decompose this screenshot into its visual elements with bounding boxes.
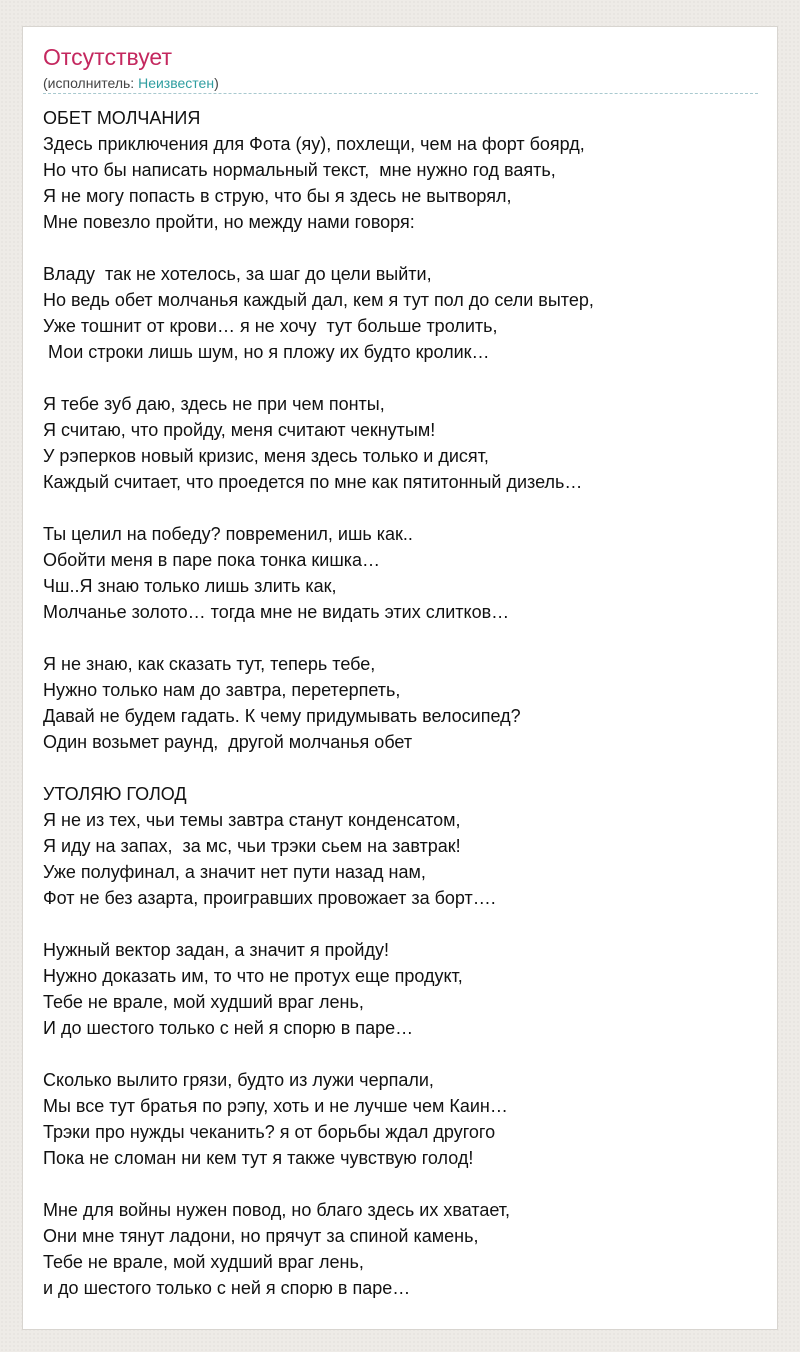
song-title: Отсутствует: [43, 44, 172, 70]
stanza-gap: [43, 911, 763, 937]
lyric-line: и до шестого только с ней я спорю в паре…: [43, 1278, 411, 1298]
artist-line: [43, 74, 219, 92]
lyric-line: Но что бы написать нормальный текст, мне нужно год ваять,: [43, 160, 556, 180]
lyric-line: Здесь приключения для Фота (яу), похлещи, чем на форт боярд,: [43, 134, 585, 154]
lyric-line: Уже полуфинал, а значит нет пути назад нам,: [43, 862, 426, 882]
lyric-line: Я иду на запах, за мс, чьи трэки сьем на завтрак!: [43, 836, 461, 856]
artist-link[interactable]: Неизвестен: [138, 75, 215, 91]
stanza-gap: [43, 235, 763, 261]
lyric-line: Давай не будем гадать. К чему придумывать велосипед?: [43, 706, 521, 726]
lyric-line: Они мне тянут ладони, но прячут за спиной камень,: [43, 1226, 479, 1246]
lyric-line: Уже тошнит от крови… я не хочу тут больше тролить,: [43, 316, 498, 336]
lyric-line: Каждый считает, что проедется по мне как пятитонный дизель…: [43, 472, 583, 492]
header-divider: [43, 93, 758, 94]
lyric-line: Трэки про нужды чеканить? я от борьбы ждал другого: [43, 1122, 496, 1142]
lyric-line: Я не могу попасть в струю, что бы я здесь не вытворял,: [43, 186, 512, 206]
lyric-line: Я не из тех, чьи темы завтра станут конденсатом,: [43, 810, 461, 830]
lyric-line: Сколько вылито грязи, будто из лужи черпали,: [43, 1070, 434, 1090]
lyric-line: Один возьмет раунд, другой молчанья обет: [43, 732, 413, 752]
lyric-line: Я считаю, что пройду, меня считают чекнутым!: [43, 420, 436, 440]
lyric-line: Фот не без азарта, проигравших провожает за борт….: [43, 888, 496, 908]
lyric-line: Нужно доказать им, то что не протух еще продукт,: [43, 966, 463, 986]
stanza-gap: [43, 755, 763, 781]
lyric-line: Мои строки лишь шум, но я пложу их будто кролик…: [43, 342, 490, 362]
lyric-line: Тебе не врале, мой худший враг лень,: [43, 1252, 364, 1272]
lyric-line: Чш..Я знаю только лишь злить как,: [43, 576, 337, 596]
lyric-line: Ты целил на победу? повременил, ишь как..: [43, 524, 413, 544]
artist-prefix: (исполнитель:: [43, 75, 139, 91]
stanza-gap: [43, 495, 763, 521]
lyrics-card: [22, 26, 778, 1330]
lyric-line: Обойти меня в паре пока тонка кишка…: [43, 550, 381, 570]
stanza-gap: [43, 625, 763, 651]
artist-suffix: ): [214, 75, 219, 91]
lyric-line: Я не знаю, как сказать тут, теперь тебе,: [43, 654, 376, 674]
lyrics-text: [43, 105, 763, 1301]
lyric-line: Тебе не врале, мой худший враг лень,: [43, 992, 364, 1012]
lyric-line: Нужно только нам до завтра, перетерпеть,: [43, 680, 401, 700]
stanza-gap: [43, 1041, 763, 1067]
lyric-line: Молчанье золото… тогда мне не видать этих слитков…: [43, 602, 510, 622]
lyric-line: И до шестого только с ней я спорю в паре…: [43, 1018, 414, 1038]
lyric-line: Пока не сломан ни кем тут я также чувствую голод!: [43, 1148, 474, 1168]
lyric-line: Нужный вектор задан, а значит я пройду!: [43, 940, 389, 960]
stanza-gap: [43, 1171, 763, 1197]
lyric-line: Владу так не хотелось, за шаг до цели выйти,: [43, 264, 432, 284]
lyric-line: Мне для войны нужен повод, но благо здесь их хватает,: [43, 1200, 511, 1220]
lyric-line: Мы все тут братья по рэпу, хоть и не лучше чем Каин…: [43, 1096, 508, 1116]
lyric-line: У рэперков новый кризис, меня здесь только и дисят,: [43, 446, 489, 466]
lyric-line: УТОЛЯЮ ГОЛОД: [43, 784, 187, 804]
lyric-line: Я тебе зуб даю, здесь не при чем понты,: [43, 394, 385, 414]
lyric-line: ОБЕТ МОЛЧАНИЯ: [43, 108, 201, 128]
lyric-line: Но ведь обет молчанья каждый дал, кем я тут пол до сели вытер,: [43, 290, 594, 310]
lyric-line: Мне повезло пройти, но между нами говоря:: [43, 212, 415, 232]
stanza-gap: [43, 365, 763, 391]
